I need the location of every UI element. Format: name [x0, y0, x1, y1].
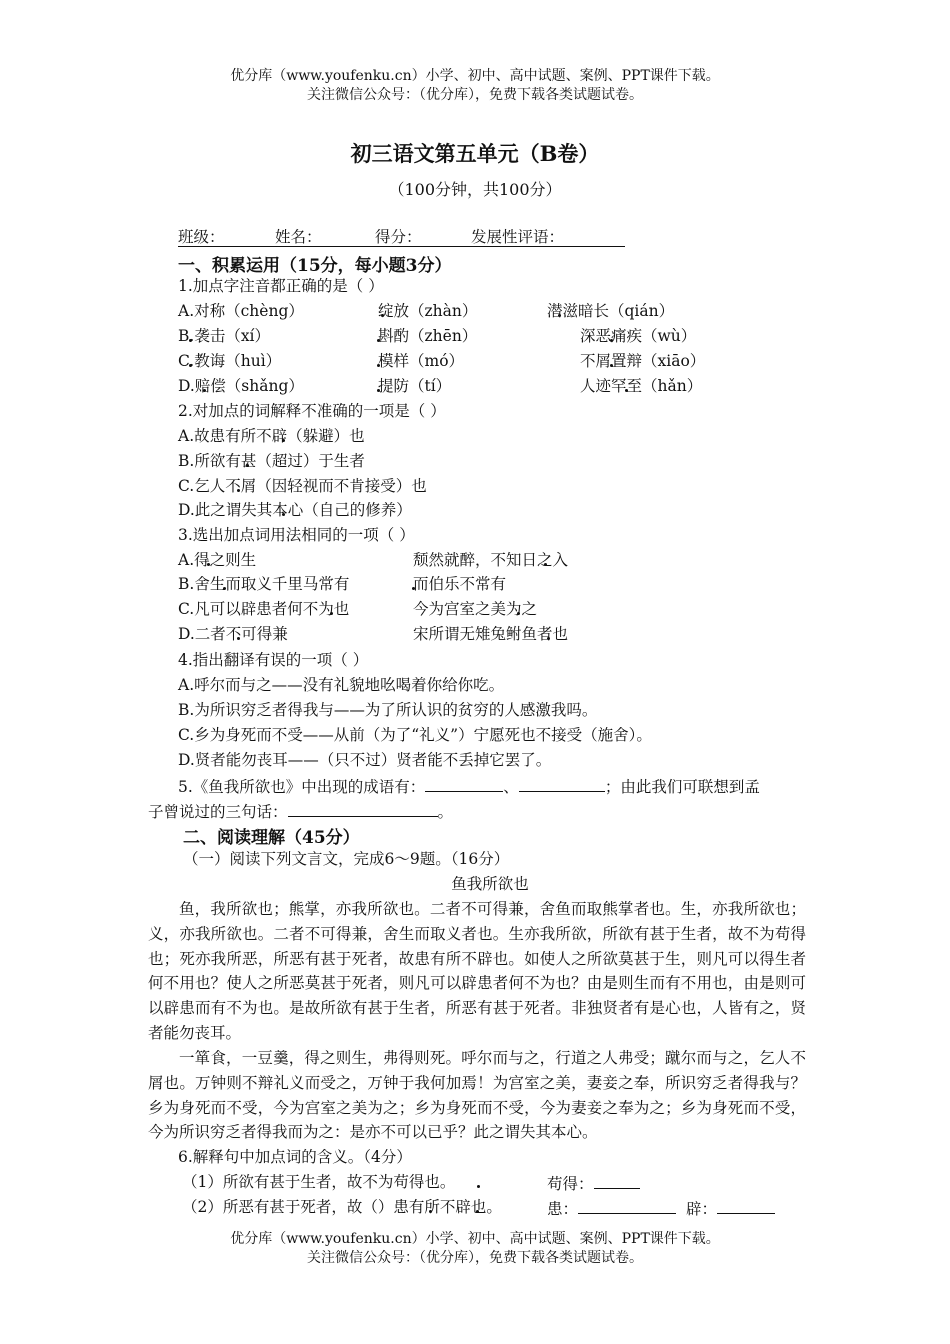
- page-subtitle: （100分钟，共100分）: [388, 180, 562, 199]
- q1-option-d2: 提防（tí）: [378, 377, 452, 395]
- q6-item-2-blank-2[interactable]: [717, 1197, 775, 1214]
- q5-line-1: [178, 775, 806, 797]
- q6-item-1-label: 苟得：: [547, 1175, 594, 1193]
- q5-answer-blank-2[interactable]: [519, 775, 605, 792]
- reading-subsection-1: （一）阅读下列文言文，完成6～9题。（16分）: [183, 850, 510, 868]
- q4-stem: 4.指出翻译有误的一项（ ）: [178, 651, 369, 669]
- q3-option-b1: B.舍生而取义千里马常有: [178, 575, 350, 593]
- name-label: 姓名：: [275, 228, 322, 246]
- comment-label: 发展性评语：: [471, 228, 565, 246]
- q2-option-c: C.乞人不屑（因轻视而不肯接受）也: [178, 477, 427, 495]
- score-label: 得分：: [375, 228, 422, 246]
- footer-line-1: 优分库（www.youfenku.cn）小学、初中、高中试题、案例、PPT课件下载。: [230, 1231, 720, 1247]
- footer-line-2: 关注微信公众号：（优分库），免费下载各类试题试卷。: [307, 1250, 643, 1266]
- q6-item-1: （1）所欲有甚于生者，故不为苟得也。: [182, 1173, 456, 1191]
- passage-paragraph-1: 鱼，我所欲也；熊掌，亦我所欲也。二者不可得兼，舍鱼而取熊掌者也。生，亦我所欲也；义，亦我所欲也。二者不可得兼，舍生而取义者也。生亦我所欲，所欲有甚于生者，故不为苟得也；死亦我所恶，所恶有甚于死者，故患有所不辟也。如使人之所欲莫甚于生，则凡可以得生者何不用也？使人之所恶莫甚于死者，则凡可以辟患者何不为也？由是则生而有不用也，由是则可以辟患而有不为也。是故所欲有甚于生者，所恶有甚于死者。非独贤者有是心也，人皆有之，贤者能勿丧耳。: [148, 900, 806, 1042]
- passage-title: 鱼我所欲也: [451, 875, 529, 893]
- q5-end: 。: [437, 803, 454, 821]
- q3-option-a2: 颓然就醉，不知日之入: [413, 551, 569, 569]
- header-line-2: 关注微信公众号：（优分库），免费下载各类试题试卷。: [307, 87, 643, 103]
- section-2-heading: 二、阅读理解（45分）: [183, 828, 360, 848]
- q3-option-c1: C.凡可以辟患者何不为也: [178, 600, 350, 618]
- q6-item-1-answer: [547, 1172, 640, 1194]
- q1-option-c1: C.教诲（huì）: [178, 352, 282, 370]
- q1-option-d3: 人迹罕至（hǎn）: [580, 377, 703, 395]
- q4-option-b: B.为所识穷乏者得我与——为了所认识的贫穷的人感激我吗。: [178, 701, 598, 719]
- q2-option-a: A.故患有所不辟（躲避）也: [178, 427, 365, 445]
- student-info-row: [178, 227, 625, 247]
- q2-option-b: B.所欲有甚（超过）于生者: [178, 452, 365, 470]
- q4-option-d: D.贤者能勿丧耳——（只不过）贤者能不丢掉它罢了。: [178, 751, 552, 769]
- q6-item-2: （2）所恶有甚于死者，故（）患有所不辟也。: [182, 1198, 502, 1216]
- q3-option-d2: 宋所谓无雉兔鲋鱼者也: [413, 625, 569, 643]
- q1-option-a2: 绽放（zhàn）: [378, 302, 478, 320]
- q1-option-b1: B.袭击（xí）: [178, 327, 271, 345]
- q6-item-2-answer: [547, 1197, 775, 1219]
- q3-stem: 3.选出加点词用法相同的一项（ ）: [178, 526, 415, 544]
- q6-item-2-label-2: 辟：: [686, 1200, 718, 1218]
- q4-option-c: C.乡为身死而不受——从前（为了“礼义”）宁愿死也不接受（施舍）。: [178, 726, 652, 744]
- q5-separator: 、: [503, 778, 519, 796]
- q6-item-1-blank[interactable]: [594, 1172, 640, 1189]
- q5-part-3: 子曾说过的三句话：: [148, 803, 288, 821]
- q3-option-b2: 而伯乐不常有: [413, 575, 507, 593]
- q1-option-b2: 斟酌（zhēn）: [378, 327, 478, 345]
- q6-stem: 6.解释句中加点词的含义。（4分）: [178, 1148, 412, 1166]
- q1-stem: 1.加点字注音都正确的是（ ）: [178, 277, 384, 295]
- q3-option-d1: D.二者不可得兼: [178, 625, 288, 643]
- class-label: 班级：: [178, 228, 225, 246]
- q4-option-a: A.呼尔而与之——没有礼貌地吆喝着你给你吃。: [178, 676, 505, 694]
- q3-option-c2: 今为宫室之美为之: [413, 600, 538, 618]
- page-title: 初三语文第五单元（B卷）: [350, 141, 600, 166]
- q1-option-c3: 不屑置辩（xiāo）: [580, 352, 706, 370]
- q1-option-b3: 深恶痛疾（wù）: [580, 327, 697, 345]
- q5-answer-blank-1[interactable]: [425, 775, 503, 792]
- header-line-1: 优分库（www.youfenku.cn）小学、初中、高中试题、案例、PPT课件下载。: [230, 68, 720, 84]
- q1-option-a3: 潜滋暗长（qián）: [547, 302, 675, 320]
- passage-paragraph-2: 一箪食，一豆羹，得之则生，弗得则死。呼尔而与之，行道之人弗受；蹴尔而与之，乞人不屑也。万钟则不辩礼义而受之，万钟于我何加焉！为宫室之美，妻妾之奉，所识穷乏者得我与？乡为身死而不受，今为宫室之美为之；乡为身死而不受，今为妻妾之奉为之；乡为身死而不受，今为所识穷乏者得我而为之：是亦不可以已乎？此之谓失其本心。: [148, 1049, 806, 1142]
- section-1-heading: 一、积累运用（15分，每小题3分）: [178, 256, 452, 276]
- q6-item-2-label-1: 患：: [547, 1200, 579, 1218]
- q2-option-d: D.此之谓失其本心（自己的修养）: [178, 501, 412, 519]
- q3-option-a1: A.得之则生: [178, 551, 257, 569]
- q1-option-a1: A.对称（chèng）: [178, 302, 304, 320]
- q5-line-2: [148, 800, 453, 822]
- q2-stem: 2.对加点的词解释不准确的一项是（ ）: [178, 402, 446, 420]
- q5-part-2: ；由此我们可联想到孟: [604, 778, 760, 796]
- q6-item-2-blank-1[interactable]: [578, 1197, 676, 1214]
- q5-answer-blank-3[interactable]: [288, 800, 438, 817]
- q1-option-d1: D.赔偿（shǎng）: [178, 377, 304, 395]
- q5-part-1: 5.《鱼我所欲也》中出现的成语有：: [178, 778, 426, 796]
- q1-option-c2: 模样（mó）: [378, 352, 465, 370]
